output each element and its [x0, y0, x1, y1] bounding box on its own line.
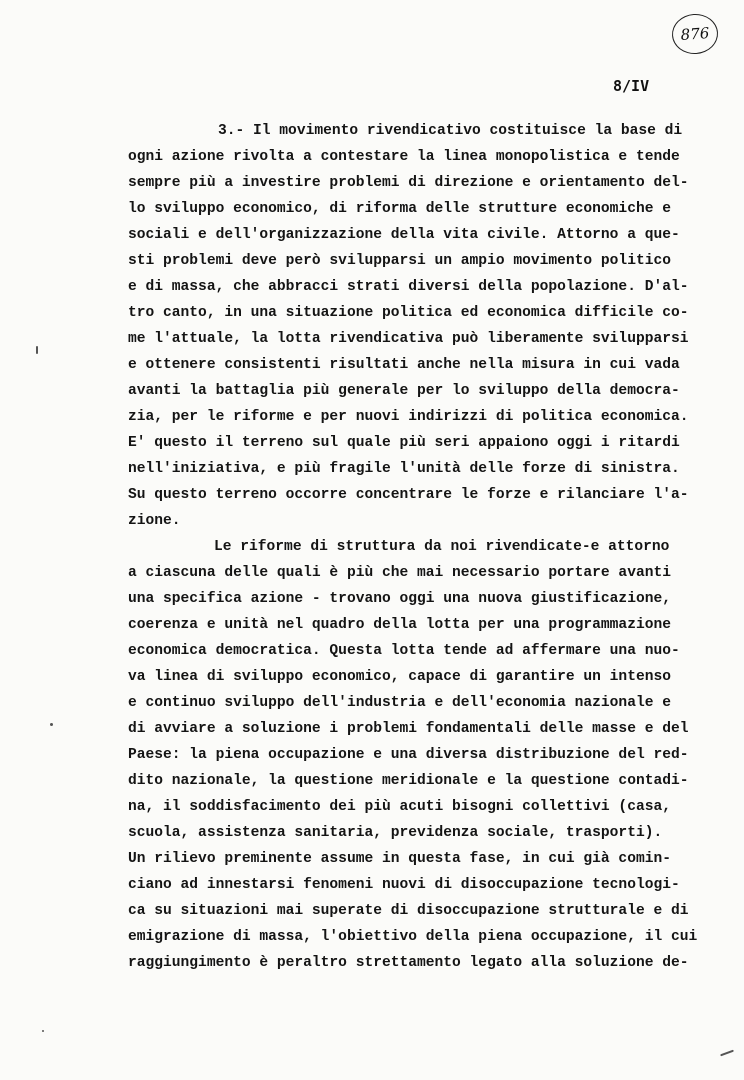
scan-speck	[50, 723, 53, 726]
text-line: ogni azione rivolta a contestare la linea monopolistica e tende	[128, 149, 680, 165]
scan-speck	[42, 1030, 44, 1032]
text-line: scuola, assistenza sanitaria, previdenza sociale, trasporti).	[128, 825, 663, 841]
scan-speck	[36, 346, 38, 354]
page-number: 8/IV	[613, 77, 650, 95]
text-line: na, il soddisfacimento dei più acuti bisogni collettivi (casa,	[128, 799, 671, 815]
text-line: emigrazione di massa, l'obiettivo della piena occupazione, il cui	[128, 929, 698, 945]
paragraph-1	[128, 118, 708, 534]
archive-stamp: 876	[671, 12, 720, 55]
text-line: di avviare a soluzione i problemi fondamentali delle masse e del	[128, 721, 689, 737]
text-line: zia, per le riforme e per nuovi indirizzi di politica economica.	[128, 409, 689, 425]
text-line: e continuo sviluppo dell'industria e dell'economia nazionale e	[128, 695, 671, 711]
text-line: economica democratica. Questa lotta tende ad affermare una nuo-	[128, 643, 680, 659]
text-line: dito nazionale, la questione meridionale e la questione contadi-	[128, 773, 689, 789]
text-line: e di massa, che abbracci strati diversi della popolazione. D'al-	[128, 279, 689, 295]
text-line: E' questo il terreno sul quale più seri appaiono oggi i ritardi	[128, 435, 680, 451]
text-line: avanti la battaglia più generale per lo sviluppo della democra-	[128, 383, 680, 399]
text-line: a ciascuna delle quali è più che mai necessario portare avanti	[128, 565, 671, 581]
text-line: coerenza e unità nel quadro della lotta per una programmazione	[128, 617, 671, 633]
text-line: nell'iniziativa, e più fragile l'unità delle forze di sinistra.	[128, 461, 680, 477]
text-line: sti problemi deve però svilupparsi un ampio movimento politico	[128, 253, 671, 269]
text-line: Le riforme di struttura da noi rivendicate-e attorno	[214, 539, 670, 555]
text-line: raggiungimento è peraltro strettamento legato alla soluzione de-	[128, 955, 689, 971]
text-line: 3.- Il movimento rivendicativo costituisce la base di	[218, 123, 683, 139]
scan-speck	[720, 1050, 734, 1057]
text-line: ca su situazioni mai superate di disoccupazione strutturale e di	[128, 903, 689, 919]
text-line: e ottenere consistenti risultati anche nella misura in cui vada	[128, 357, 680, 373]
text-line: Paese: la piena occupazione e una diversa distribuzione del red-	[128, 747, 689, 763]
text-line: me l'attuale, la lotta rivendicativa può liberamente svilupparsi	[128, 331, 689, 347]
text-line: lo sviluppo economico, di riforma delle strutture economiche e	[128, 201, 671, 217]
text-line: sempre più a investire problemi di direzione e orientamento del-	[128, 175, 689, 191]
text-line: una specifica azione - trovano oggi una nuova giustificazione,	[128, 591, 671, 607]
text-line: Su questo terreno occorre concentrare le forze e rilanciare l'a-	[128, 487, 689, 503]
text-line: va linea di sviluppo economico, capace di garantire un intenso	[128, 669, 671, 685]
text-line: zione.	[128, 513, 181, 529]
document-body	[128, 118, 708, 976]
paragraph-2	[128, 534, 708, 976]
text-line: sociali e dell'organizzazione della vita civile. Attorno a que-	[128, 227, 680, 243]
text-line: tro canto, in una situazione politica ed economica difficile co-	[128, 305, 689, 321]
text-line: Un rilievo preminente assume in questa fase, in cui già comin-	[128, 851, 671, 867]
text-line: ciano ad innestarsi fenomeni nuovi di disoccupazione tecnologi-	[128, 877, 680, 893]
